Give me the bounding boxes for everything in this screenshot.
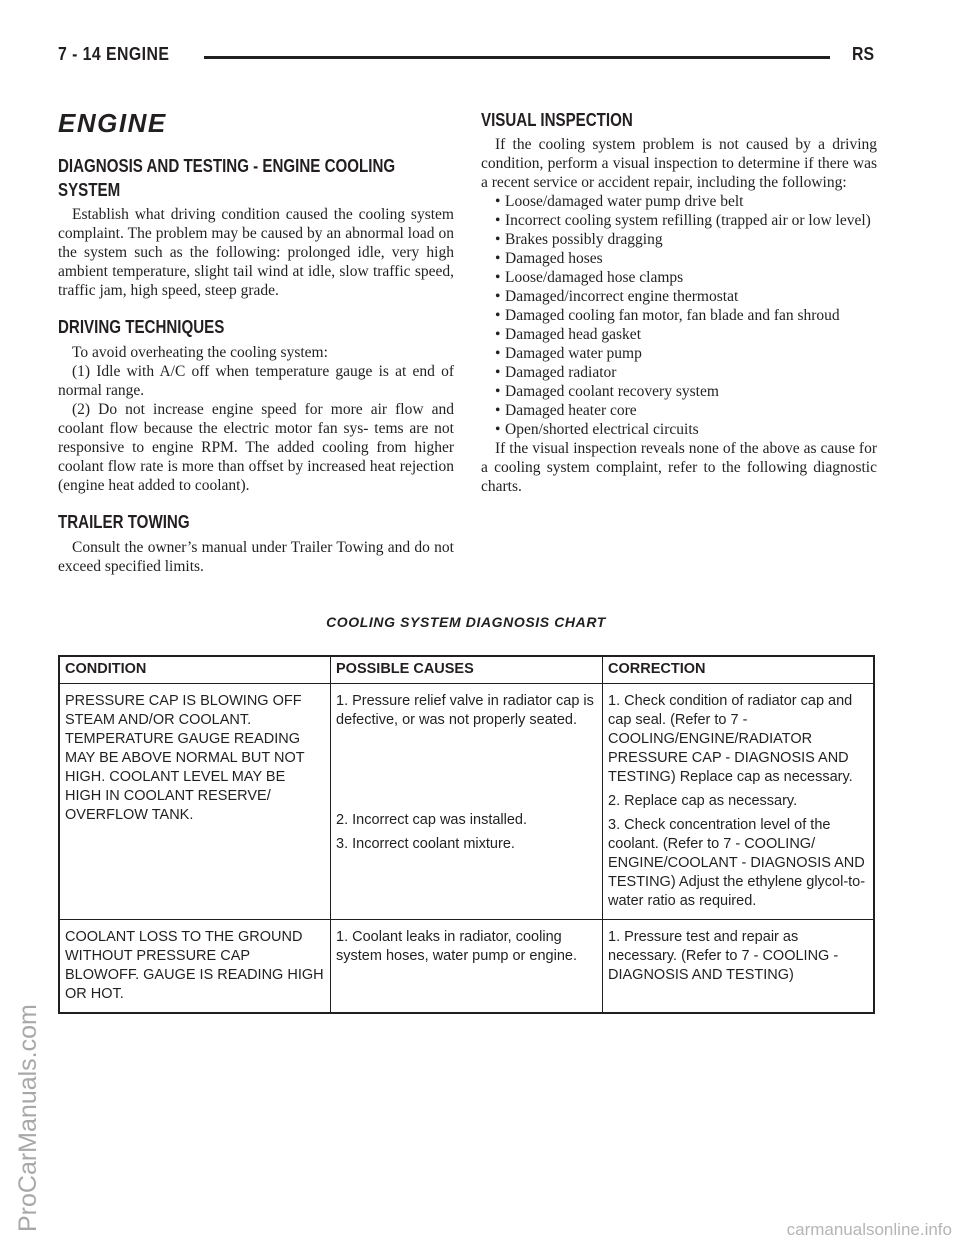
bullet-icon: • (495, 212, 501, 229)
cause-item: 2. Incorrect cap was installed. (336, 812, 528, 828)
table-row (59, 684, 874, 920)
bottom-watermark: carmanualsonline.info (786, 1220, 952, 1239)
inspection-list-item (481, 287, 877, 306)
inspection-list-text: Damaged cooling fan motor, fan blade and fan shroud (505, 307, 840, 324)
page-header (58, 40, 874, 70)
inspection-list-text: Damaged head gasket (505, 326, 641, 343)
inspection-list-text: Damaged heater core (505, 402, 637, 419)
condition-cell: COOLANT LOSS TO THE GROUND WITHOUT PRESSURE CAP BLOWOFF. GAUGE IS READING HIGH OR HOT. (59, 920, 331, 1014)
diagnosis-heading: DIAGNOSIS AND TESTING - ENGINE COOLING SYSTEM (58, 156, 396, 200)
bullet-icon: • (495, 326, 501, 343)
bullet-icon: • (495, 345, 501, 362)
driving-techniques-heading: DRIVING TECHNIQUES (58, 317, 225, 337)
inspection-list-text: Damaged/incorrect engine thermostat (505, 288, 739, 305)
page-title: ENGINE (58, 108, 167, 138)
chart-title: COOLING SYSTEM DIAGNOSIS CHART (326, 614, 606, 630)
bullet-icon: • (495, 250, 501, 267)
bullet-icon: • (495, 383, 501, 400)
side-watermark: ProCarManuals.com (14, 1004, 42, 1232)
inspection-list-item (481, 192, 877, 211)
bullet-icon: • (495, 307, 501, 324)
inspection-list-item (481, 420, 877, 439)
trailer-towing-paragraph: Consult the owner’s manual under Trailer Towing and do not exceed specified limits. (58, 539, 454, 575)
inspection-list-text: Loose/damaged hose clamps (505, 269, 684, 286)
inspection-list-text: Damaged coolant recovery system (505, 383, 719, 400)
cause-item: 3. Incorrect coolant mixture. (336, 836, 515, 852)
cause-item: 1. Pressure relief valve in radiator cap is defective, or was not properly seated. (336, 693, 594, 728)
visual-outro: If the visual inspection reveals none of the above as cause for a cooling system complaint, refer to the following diagnostic charts. (481, 440, 877, 495)
inspection-list-item (481, 325, 877, 344)
inspection-list-item (481, 363, 877, 382)
driving-intro: To avoid overheating the cooling system: (72, 344, 328, 361)
condition-cell: PRESSURE CAP IS BLOWING OFF STEAM AND/OR COOLANT. TEMPERATURE GAUGE READING MAY BE ABOVE NORMAL BUT NOT HIGH. COOLANT LEVEL MAY BE HIGH IN COOLANT RESERVE/ OVERFLOW TANK. (65, 693, 305, 823)
driving-step-1: (1) Idle with A/C off when temperature gauge is at end of normal range. (58, 363, 454, 399)
column-header-condition: CONDITION (59, 656, 331, 684)
right-column (481, 108, 877, 496)
model-code: RS (851, 44, 874, 64)
bullet-icon: • (495, 402, 501, 419)
diagnosis-paragraph: Establish what driving condition caused the cooling system complaint. The problem may be caused by an abnormal load on the system such as the following: prolonged idle, very high ambient temperature, slight tail wind at idle, slow traffic speed, traffic jam, high speed, steep grade. (58, 206, 454, 299)
correction-cell (603, 920, 875, 1014)
inspection-list-text: Incorrect cooling system refilling (trapped air or low level) (505, 212, 871, 229)
header-rule (204, 56, 830, 59)
inspection-list-text: Damaged hoses (505, 250, 603, 267)
correction-item: 3. Check concentration level of the coolant. (Refer to 7 - COOLING/ ENGINE/COOLANT - DIAGNOSIS AND TESTING) Adjust the ethylene glycol-to-water ratio as required. (608, 817, 866, 909)
trailer-towing-heading: TRAILER TOWING (58, 512, 190, 532)
inspection-list-text: Loose/damaged water pump drive belt (505, 193, 744, 210)
bullet-icon: • (495, 421, 501, 438)
inspection-list-item (481, 382, 877, 401)
correction-cell (603, 684, 875, 920)
page-reference: 7 - 14 ENGINE (58, 44, 170, 64)
correction-item: 1. Check condition of radiator cap and cap seal. (Refer to 7 - COOLING/ENGINE/RADIATOR PRESSURE CAP - DIAGNOSIS AND TESTING) Replace cap as necessary. (608, 693, 853, 785)
table-row (59, 920, 874, 1014)
bullet-icon: • (495, 269, 501, 286)
left-column (58, 108, 454, 576)
inspection-list-item (481, 401, 877, 420)
bullet-icon: • (495, 231, 501, 248)
inspection-list-item (481, 230, 877, 249)
causes-cell (331, 920, 603, 1014)
inspection-list-item (481, 268, 877, 287)
column-header-causes: POSSIBLE CAUSES (331, 656, 603, 684)
correction-item: 1. Pressure test and repair as necessary. (Refer to 7 - COOLING - DIAGNOSIS AND TESTING) (608, 929, 839, 983)
inspection-list (481, 192, 877, 439)
inspection-list-text: Damaged water pump (505, 345, 642, 362)
causes-cell (331, 684, 603, 920)
table-header-row (59, 656, 874, 684)
inspection-list-text: Damaged radiator (505, 364, 617, 381)
inspection-list-item (481, 249, 877, 268)
inspection-list-text: Open/shorted electrical circuits (505, 421, 699, 438)
visual-intro: If the cooling system problem is not caused by a driving condition, perform a visual inspection to determine if there was a recent service or accident repair, including the following: (481, 136, 877, 191)
column-header-correction: CORRECTION (603, 656, 875, 684)
inspection-list-item (481, 306, 877, 325)
cause-item: 1. Coolant leaks in radiator, cooling system hoses, water pump or engine. (336, 929, 577, 964)
inspection-list-text: Brakes possibly dragging (505, 231, 663, 248)
inspection-list-item (481, 344, 877, 363)
driving-step-2: (2) Do not increase engine speed for more air flow and coolant flow because the electric motor fan sys- tems are not responsive to engine RPM. The added cooling from higher coolant flow rate is more than offset by increased heat rejection (engine heat added to coolant). (58, 401, 454, 494)
bullet-icon: • (495, 193, 501, 210)
diagnosis-table (58, 655, 875, 1014)
correction-item: 2. Replace cap as necessary. (608, 793, 798, 809)
bullet-icon: • (495, 364, 501, 381)
visual-inspection-heading: VISUAL INSPECTION (481, 110, 633, 130)
bullet-icon: • (495, 288, 501, 305)
inspection-list-item (481, 211, 877, 230)
